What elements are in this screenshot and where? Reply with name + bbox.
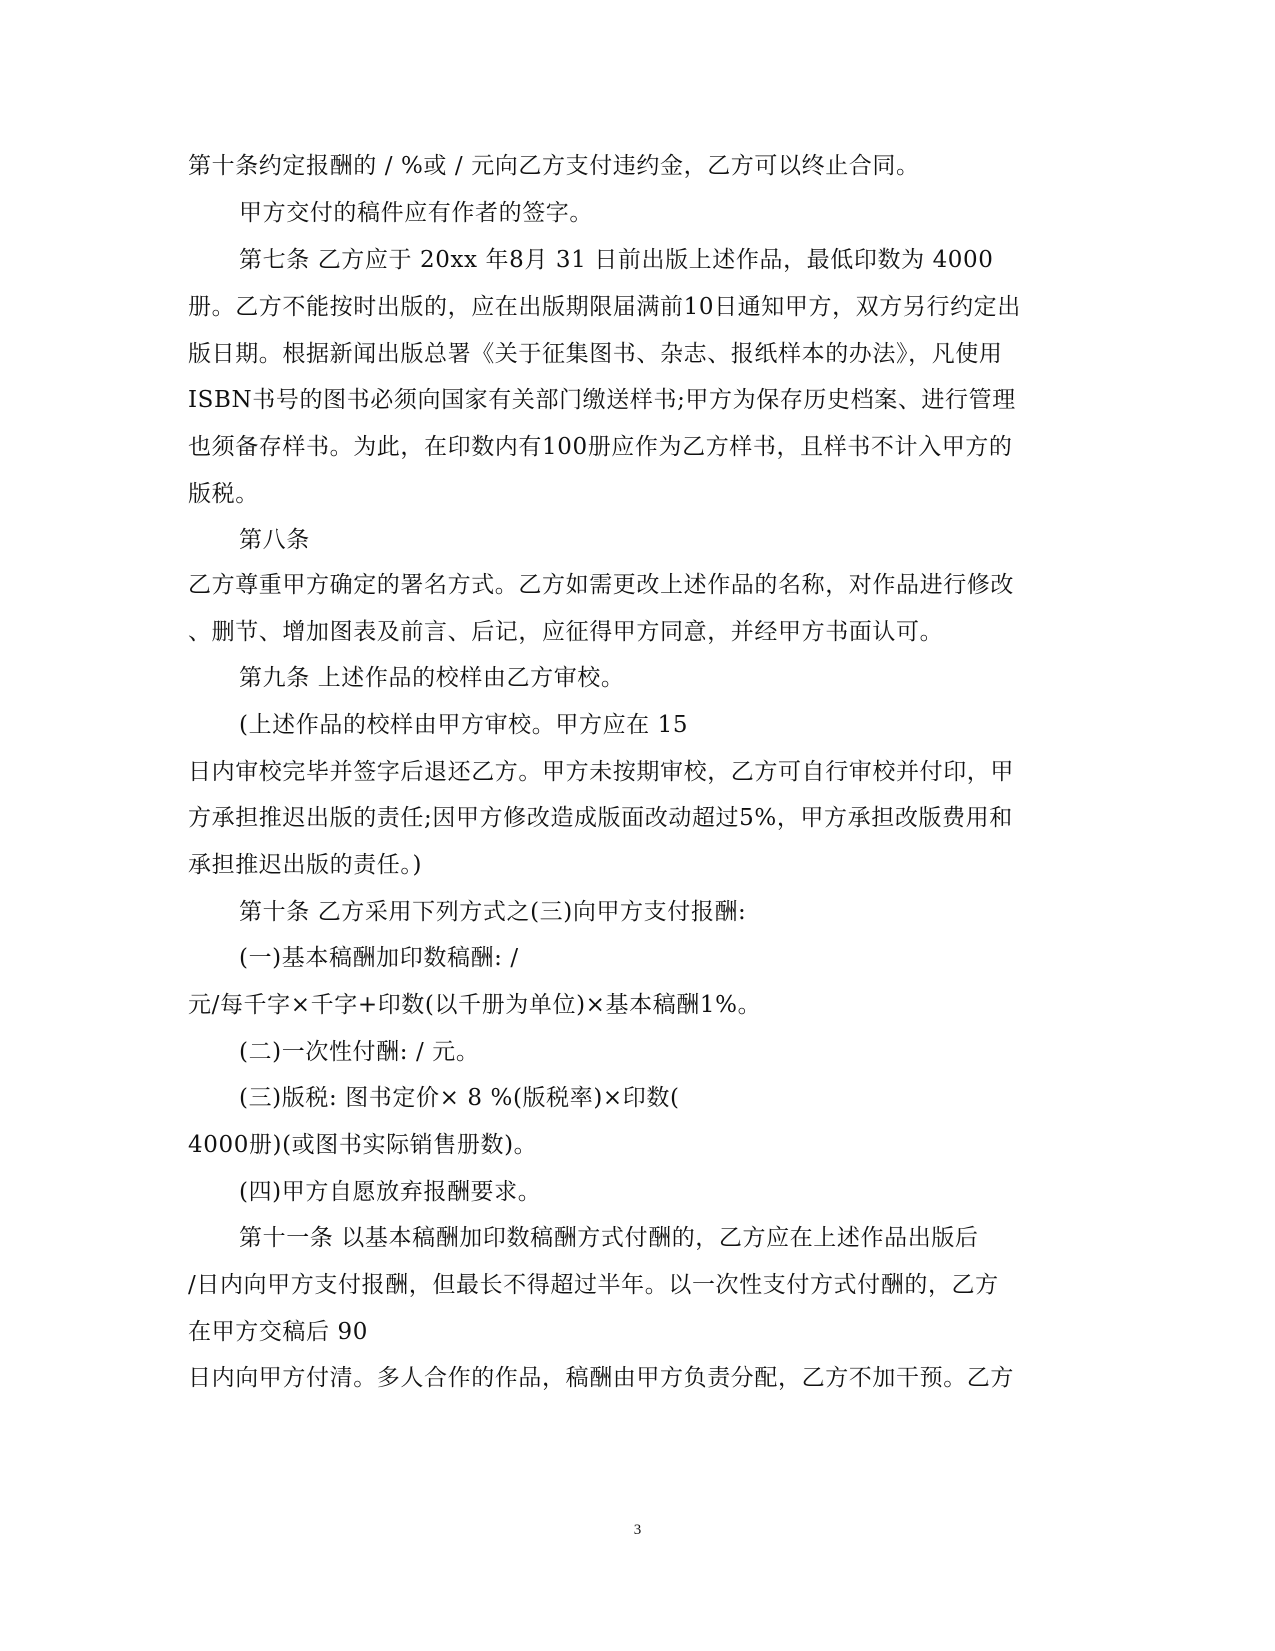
- text-line: 第十条 乙方采用下列方式之(三)向甲方支付报酬:: [239, 899, 747, 925]
- text-line: 第七条 乙方应于 20xx 年8月 31 日前出版上述作品，最低印数为 4000: [239, 247, 994, 273]
- text-line: 方承担推迟出版的责任;因甲方修改造成版面改动超过5%，甲方承担改版费用和: [188, 805, 1013, 831]
- text-line: (三)版税: 图书定价× 8 %(版税率)×印数(: [239, 1085, 680, 1111]
- text-line: (二)一次性付酬: / 元。: [239, 1039, 480, 1065]
- text-line: /日内向甲方支付报酬，但最长不得超过半年。以一次性支付方式付酬的，乙方: [188, 1272, 999, 1298]
- text-line: 承担推迟出版的责任。): [188, 852, 423, 878]
- text-line: 版日期。根据新闻出版总署《关于征集图书、杂志、报纸样本的办法》，凡使用: [188, 341, 1003, 367]
- text-line: 甲方交付的稿件应有作者的签字。: [239, 200, 593, 226]
- text-line: 版税。: [188, 481, 259, 507]
- text-line: (四)甲方自愿放弃报酬要求。: [239, 1179, 542, 1205]
- page-number: 3: [633, 1522, 642, 1538]
- text-line: 也须备存样书。为此，在印数内有100册应作为乙方样书，且样书不计入甲方的: [188, 434, 1013, 460]
- text-line: 册。乙方不能按时出版的，应在出版期限届满前10日通知甲方，双方另行约定出: [188, 294, 1021, 320]
- text-line: 日内审校完毕并签字后退还乙方。甲方未按期审校，乙方可自行审校并付印，甲: [188, 759, 1014, 785]
- article-heading: 第八条: [239, 527, 310, 553]
- text-line: (一)基本稿酬加印数稿酬: /: [239, 945, 519, 971]
- text-line: 第十条约定报酬的 / %或 / 元向乙方支付违约金，乙方可以终止合同。: [188, 153, 920, 179]
- text-line: (上述作品的校样由甲方审校。甲方应在 15: [239, 712, 689, 738]
- text-line: 第十一条 以基本稿酬加印数稿酬方式付酬的，乙方应在上述作品出版后: [239, 1225, 979, 1251]
- text-line: 元/每千字×千字+印数(以千册为单位)×基本稿酬1%。: [188, 992, 762, 1018]
- text-line: 乙方尊重甲方确定的署名方式。乙方如需更改上述作品的名称，对作品进行修改: [188, 572, 1014, 598]
- text-line: 在甲方交稿后 90: [188, 1319, 368, 1345]
- text-line: 第九条 上述作品的校样由乙方审校。: [239, 665, 625, 691]
- text-line: ISBN书号的图书必须向国家有关部门缴送样书;甲方为保存历史档案、进行管理: [188, 387, 1016, 413]
- text-line: 日内向甲方付清。多人合作的作品，稿酬由甲方负责分配，乙方不加干预。乙方: [188, 1365, 1014, 1391]
- text-line: 、删节、增加图表及前言、后记，应征得甲方同意，并经甲方书面认可。: [188, 619, 944, 645]
- text-line: 4000册)(或图书实际销售册数)。: [188, 1132, 538, 1158]
